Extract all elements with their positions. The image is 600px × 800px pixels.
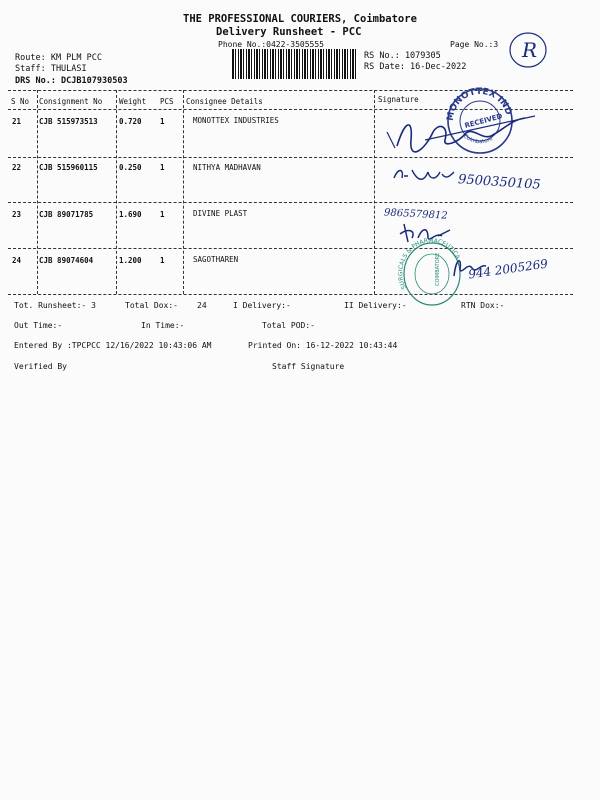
column-divider (183, 90, 184, 294)
header-signature: Signature (378, 95, 419, 104)
row-sno: 24 (12, 256, 22, 265)
row-weight: 1.200 (119, 256, 142, 265)
row-sno: 23 (12, 210, 22, 219)
row-consignment: CJB 89071785 (39, 210, 94, 219)
signature-row21-icon (385, 110, 545, 158)
column-divider (37, 90, 38, 294)
page-number: Page No.:3 (450, 40, 499, 49)
total-dox-label: Total Dox:- (125, 301, 178, 310)
circled-mark-label: R (522, 38, 538, 62)
in-time: In Time:- (141, 321, 185, 330)
entered-by: Entered By :TPCPCC 12/16/2022 10:43:06 AM (14, 341, 212, 350)
rs-date: RS Date: 16-Dec-2022 (364, 62, 467, 72)
header-weight: Weight (119, 97, 147, 106)
handwritten-phone-row22: 9500350105 (457, 172, 542, 193)
verified-by: Verified By (14, 362, 67, 371)
header-consignee: Consignee Details (186, 97, 263, 106)
staff-signature: Staff Signature (272, 362, 345, 371)
circled-mark-icon (508, 30, 548, 70)
barcode (232, 49, 358, 79)
row-pcs: 1 (160, 163, 165, 172)
row-consignment: CJB 89074604 (39, 256, 94, 265)
row-divider (8, 248, 573, 249)
out-time: Out Time:- (14, 321, 63, 330)
printed-on: Printed On: 16-12-2022 10:43:44 (248, 341, 398, 350)
row-divider (8, 202, 573, 203)
i-delivery: I Delivery:- (233, 301, 291, 310)
stamp1-center-text: RECEIVED (463, 112, 504, 130)
column-divider (374, 90, 375, 294)
stamp2-city-text: COIMBATORE (435, 252, 441, 286)
row-pcs: 1 (160, 117, 165, 126)
column-divider (116, 90, 117, 294)
document-title: Delivery Runsheet - PCC (216, 26, 362, 38)
stamp1-arc-text: MONOTTEX IND (445, 86, 514, 122)
total-dox-value: 24 (197, 301, 207, 310)
header-pcs: PCS (160, 97, 174, 106)
row-weight: 0.250 (119, 163, 142, 172)
stamp2-arc-text: SURGICALS & PHARMACEUTICALS (397, 233, 462, 291)
route: Route: KM PLM PCC (15, 53, 102, 63)
total-runsheet: Tot. Runsheet:- 3 (14, 301, 96, 310)
row-weight: 0.720 (119, 117, 142, 126)
company-name: THE PROFESSIONAL COURIERS, Coimbatore (183, 13, 417, 25)
row-pcs: 1 (160, 256, 165, 265)
header-consignment: Consignment No (39, 97, 103, 106)
header-sno: S No (11, 97, 30, 106)
row-pcs: 1 (160, 210, 165, 219)
rs-number: RS No.: 1079305 (364, 51, 441, 61)
stamp1-bottom-text: Coimbatore (461, 133, 494, 146)
handwritten-phone-row23: 9865579812 (383, 207, 448, 222)
staff: Staff: THULASI (15, 64, 87, 74)
row-sno: 21 (12, 117, 22, 126)
drs-number: DRS No.: DCJB107930503 (15, 76, 128, 86)
ii-delivery: II Delivery:- (344, 301, 407, 310)
row-sno: 22 (12, 163, 22, 172)
handwritten-phone-row24: 944 2005269 (467, 256, 549, 282)
table-bottom-rule (8, 294, 573, 295)
row-consignee: DIVINE PLAST (193, 209, 248, 218)
row-consignee: MONOTTEX INDUSTRIES (193, 116, 279, 125)
row-consignment: CJB 515973513 (39, 117, 98, 126)
total-pod: Total POD:- (262, 321, 315, 330)
row-consignee: SAGOTHAREN (193, 255, 239, 264)
row-consignee: NITHYA MADHAVAN (193, 163, 261, 172)
row-consignment: CJB 515960115 (39, 163, 98, 172)
rtn-dox: RTN Dox:- (461, 301, 505, 310)
phone-number: Phone No.:0422-3505555 (218, 40, 324, 49)
row-weight: 1.690 (119, 210, 142, 219)
